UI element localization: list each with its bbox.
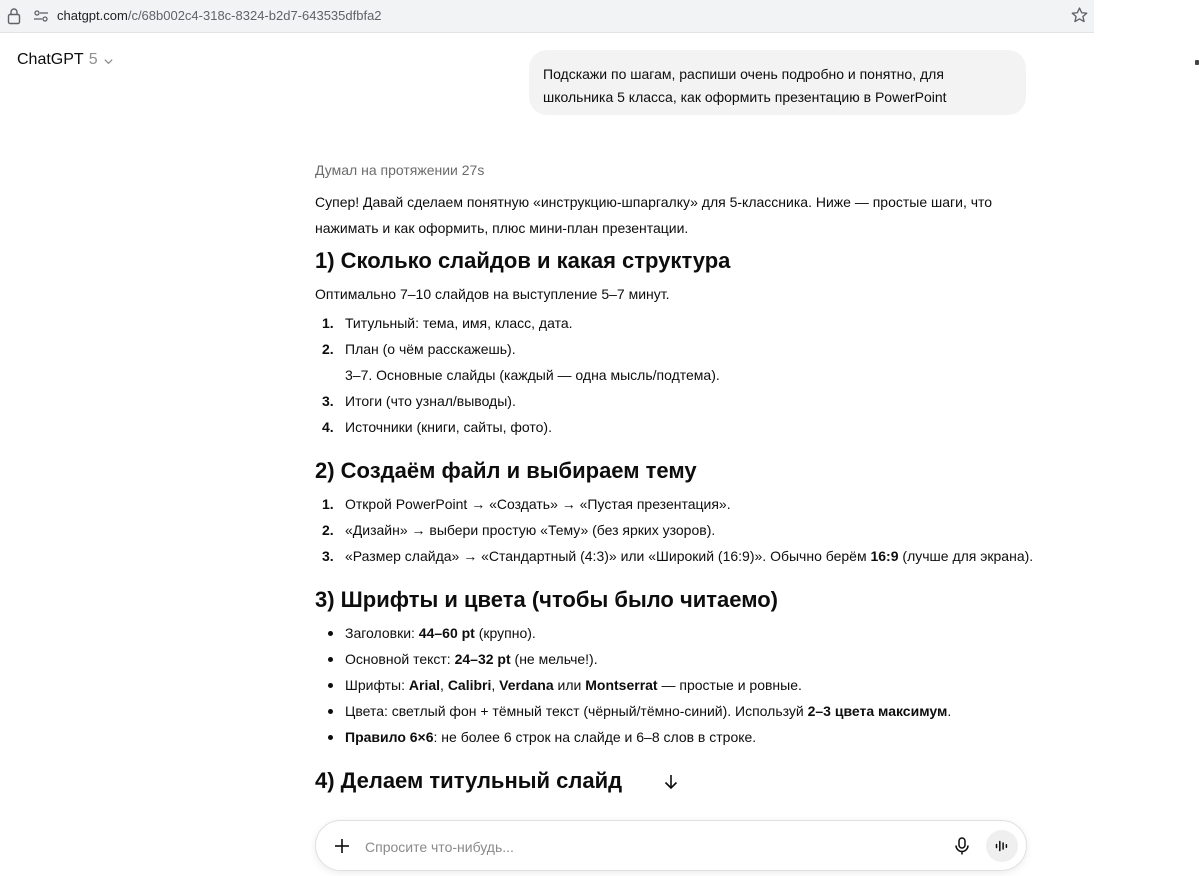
bullet-dot xyxy=(328,735,333,740)
user-message-bubble xyxy=(529,50,1026,115)
answer-intro: Супер! Давай сделаем понятную «инструкцию-шпаргалку» для 5-классника. Ниже — простые шаги, что нажимать и как оформить, плюс мини-план презентации. xyxy=(315,194,993,236)
bullet-text: . xyxy=(947,703,952,719)
lock-icon[interactable] xyxy=(6,7,22,25)
voice-mode-button[interactable] xyxy=(986,830,1018,862)
list-number: 4. xyxy=(322,419,334,435)
bullet-text: Основной текст: xyxy=(345,651,455,667)
list-item-text: План (о чём расскажешь). xyxy=(345,341,516,357)
prompt-input[interactable] xyxy=(363,834,927,860)
bold-text: 24–32 pt xyxy=(454,651,511,667)
bullet-dot xyxy=(328,657,333,662)
bold-text: Montserrat xyxy=(585,677,658,693)
bold-text: Arial xyxy=(408,677,441,693)
bullet-item xyxy=(315,698,1035,724)
list-number: 1. xyxy=(322,315,334,331)
list-item xyxy=(315,414,1035,440)
bold-text: Calibri xyxy=(447,677,492,693)
toolbar-spacer xyxy=(1094,0,1199,32)
list-item xyxy=(315,388,1035,414)
section-1-list xyxy=(315,310,1035,440)
list-item-text: Открой PowerPoint → «Создать» → «Пустая презентация». xyxy=(345,496,731,512)
list-number: 2. xyxy=(322,522,334,538)
bullet-text: — простые и ровные. xyxy=(657,677,802,693)
bold-text: Verdana xyxy=(499,677,554,693)
list-item xyxy=(315,517,1035,543)
list-item xyxy=(315,543,1035,569)
url-host: chatgpt.com xyxy=(57,8,128,23)
bullet-item xyxy=(315,724,1035,750)
bullet-dot xyxy=(328,631,333,636)
assistant-message xyxy=(315,158,1035,818)
chevron-down-icon xyxy=(103,56,114,67)
bullet-text: (крупно). xyxy=(474,625,536,641)
bold-text: 16:9 xyxy=(870,548,899,564)
list-number: 1. xyxy=(322,496,334,512)
voice-mode-icon xyxy=(994,838,1010,854)
model-name: ChatGPT xyxy=(17,51,84,68)
section-3-heading: 3) Шрифты и цвета (чтобы было читаемо) xyxy=(315,587,778,612)
message-composer xyxy=(315,820,1027,871)
list-item xyxy=(315,336,1035,362)
list-subline: 3–7. Основные слайды (каждый — одна мысль/подтема). xyxy=(345,367,720,383)
bullet-text: , xyxy=(491,677,500,693)
url-path: /c/68b002c4-318c-8324-b2d7-643535dfbfa2 xyxy=(127,8,382,23)
bullet-dot xyxy=(328,683,333,688)
list-number: 2. xyxy=(322,341,334,357)
microphone-icon[interactable] xyxy=(953,836,971,856)
list-item-text: Титульный: тема, имя, класс, дата. xyxy=(345,315,573,331)
list-item-text: «Дизайн» → выбери простую «Тему» (без ярких узоров). xyxy=(345,522,716,538)
list-number: 3. xyxy=(322,548,334,564)
model-version: 5 xyxy=(88,51,98,68)
bookmark-star-icon[interactable] xyxy=(1070,6,1089,25)
edge-indicator xyxy=(1195,60,1199,65)
list-item-text: (лучше для экрана). xyxy=(898,548,1034,564)
list-item-text: «Размер слайда» → «Стандартный (4:3)» или «Широкий (16:9)». Обычно берём xyxy=(345,548,871,564)
bullet-text: Заголовки: xyxy=(345,625,419,641)
bullet-text: Цвета: светлый фон + тёмный текст (чёрный/тёмно-синий). Используй xyxy=(345,703,808,719)
section-1-heading: 1) Сколько слайдов и какая структура xyxy=(315,248,731,273)
section-3-list xyxy=(315,620,1035,750)
section-2-list xyxy=(315,491,1035,569)
bullet-text: (не мельче!). xyxy=(510,651,598,667)
bullet-text: Шрифты: xyxy=(345,677,409,693)
bullet-text: : не более 6 строк на слайде и 6–8 слов в строке. xyxy=(433,729,757,745)
list-item xyxy=(315,310,1035,336)
site-settings-icon[interactable] xyxy=(33,9,49,23)
list-item-text: Источники (книги, сайты, фото). xyxy=(345,419,552,435)
model-switcher[interactable] xyxy=(17,51,114,69)
url-field[interactable] xyxy=(57,8,382,23)
user-message-text: Подскажи по шагам, распиши очень подробно и понятно, для школьника 5 класса, как оформить презентацию в PowerPoint xyxy=(543,66,947,105)
list-number: 3. xyxy=(322,393,334,409)
bullet-text: , xyxy=(440,677,448,693)
arrow-down-icon[interactable] xyxy=(659,770,683,794)
bullet-item xyxy=(315,672,1035,698)
browser-address-bar xyxy=(0,0,1094,33)
bold-text: 2–3 цвета максимум xyxy=(807,703,948,719)
section-1-text: Оптимально 7–10 слайдов на выступление 5–7 минут. xyxy=(315,286,670,302)
list-item-text: Итоги (что узнал/выводы). xyxy=(345,393,516,409)
plus-icon[interactable] xyxy=(333,837,351,855)
thinking-duration-label[interactable]: Думал на протяжении 27s xyxy=(315,162,485,178)
bullet-item xyxy=(315,646,1035,672)
section-2-heading: 2) Создаём файл и выбираем тему xyxy=(315,458,697,483)
bold-text: Правило 6×6 xyxy=(345,729,434,745)
section-4-heading: 4) Делаем титульный слайд xyxy=(315,768,623,793)
bullet-dot xyxy=(328,709,333,714)
bold-text: 44–60 pt xyxy=(418,625,475,641)
bullet-text: или xyxy=(553,677,586,693)
list-item xyxy=(315,491,1035,517)
bullet-item xyxy=(315,620,1035,646)
